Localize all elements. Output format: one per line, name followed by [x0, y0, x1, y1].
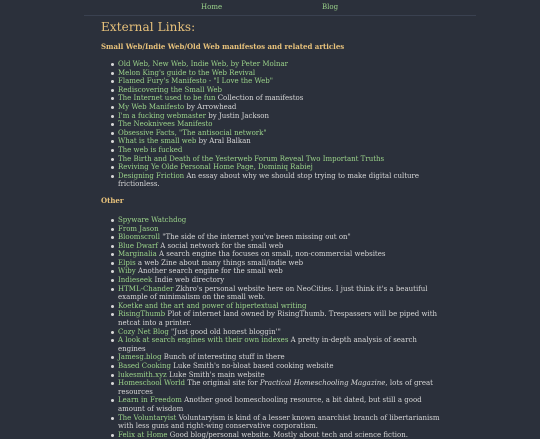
- external-link[interactable]: Indieseek: [118, 276, 153, 285]
- external-link[interactable]: The Birth and Death of the Yesterweb Forum Reveal Two Important Truths: [118, 154, 385, 163]
- list-item: [118, 69, 441, 78]
- external-link[interactable]: I'm a fucking webmaster: [118, 111, 206, 120]
- list-item: [118, 103, 441, 112]
- link-description: Collection of manifestos: [215, 94, 304, 103]
- external-link[interactable]: Koetke and the art and power of hipertextual writing: [118, 301, 307, 310]
- link-description: by Justin Jackson: [206, 111, 270, 120]
- external-link[interactable]: Elpis: [118, 258, 136, 267]
- link-description: Good blog/personal website. Mostly about tech and science fiction.: [167, 430, 408, 439]
- external-link[interactable]: HTML-Chander: [118, 284, 174, 293]
- nav-home-link[interactable]: Home: [201, 3, 223, 11]
- external-link[interactable]: Obsessive Facts, "The antisocial network": [118, 128, 267, 137]
- link-description: Luke Smith's main website: [166, 370, 265, 379]
- link-description-emphasis: Practical Homeschooling Magazine: [259, 379, 386, 388]
- link-description: Another search engine for the small web: [135, 267, 283, 276]
- external-link[interactable]: The Neoknivees Manifesto: [118, 120, 213, 129]
- link-description: Indie web directory: [152, 276, 225, 285]
- external-link[interactable]: Reviving Ye Olde Personal Home Page, Dominiq Rabiej: [118, 163, 313, 172]
- external-link[interactable]: Homeschool World: [118, 379, 186, 388]
- list-item: [118, 414, 441, 431]
- list-item: [118, 267, 441, 276]
- external-link[interactable]: Flamed Fury's Manifesto - "I Love the Web": [118, 77, 273, 86]
- link-description: Voluntaryism is kind of a lesser known anarchist branch of libertarianism with less guns and right-wing conservative corporatism.: [118, 413, 440, 431]
- external-link[interactable]: The Internet used to be fun: [118, 94, 216, 103]
- list-item: [118, 163, 441, 172]
- external-link[interactable]: Marginalia: [118, 250, 157, 259]
- list-item: [118, 129, 441, 138]
- list-item: [118, 233, 441, 242]
- list-item: [118, 77, 441, 86]
- list-item: [118, 60, 441, 69]
- link-description: An essay about why we should stop trying to make digital culture frictionless.: [118, 171, 420, 189]
- list-item: [118, 353, 441, 362]
- external-link[interactable]: Based Cooking: [118, 362, 172, 370]
- list-item: [118, 250, 441, 259]
- external-link[interactable]: Blue Dwarf: [118, 241, 158, 250]
- list-item: [118, 285, 441, 302]
- external-link[interactable]: From Jason: [118, 224, 159, 233]
- list-item: [118, 362, 441, 371]
- external-link[interactable]: Old Web, New Web, Indie Web, by Peter Molnar: [118, 60, 288, 68]
- list-item: [118, 328, 441, 337]
- list-item: [118, 276, 441, 285]
- link-description: "The side of the internet you've been missing out on": [160, 233, 351, 242]
- link-description: A social network for the small web: [157, 241, 284, 250]
- link-description: a web Zine about many things small/indie web: [135, 258, 304, 267]
- list-item: [118, 137, 441, 146]
- link-description: "Just good old honest bloggin'": [168, 327, 281, 336]
- list-item: [118, 379, 441, 396]
- link-description: Another good homeschooling resource, a bit dated, but still a good amount of wisdom: [118, 396, 422, 413]
- external-link[interactable]: lukesmith.xyz: [118, 370, 167, 379]
- external-link[interactable]: A look at search engines with their own indexes: [118, 336, 289, 345]
- external-link[interactable]: Bloomscroll: [118, 233, 160, 242]
- page-title: External Links:: [101, 20, 196, 34]
- link-description: Zkhro's personal website here on NeoCities. I just think it's a beautiful example of minimalism on the small web.: [118, 284, 428, 302]
- link-description: A pretty in-depth analysis of search engines: [118, 336, 417, 353]
- top-navigation: [0, 3, 540, 13]
- list-item: [118, 310, 441, 327]
- external-link[interactable]: What is the small web: [118, 137, 197, 146]
- nav-blog-link[interactable]: Blog: [322, 3, 339, 11]
- list-item: [118, 431, 441, 439]
- external-link[interactable]: RisingThumb: [118, 310, 166, 319]
- section-heading-other: Other: [101, 195, 124, 205]
- external-link[interactable]: My Web Manifesto: [118, 102, 185, 111]
- external-link[interactable]: Melon King's guide to the Web Revival: [118, 68, 256, 77]
- list-item: [118, 302, 441, 311]
- list-item: [118, 259, 441, 268]
- list-item: [118, 225, 441, 234]
- external-link[interactable]: Designing Friction: [118, 171, 185, 180]
- external-link[interactable]: Wiby: [118, 267, 136, 276]
- list-item: [118, 112, 441, 121]
- list-item: [118, 155, 441, 164]
- link-description: Bunch of interesting stuff in there: [161, 353, 285, 362]
- list-item: [118, 120, 441, 129]
- list-item: [118, 242, 441, 251]
- link-description: The original site for: [185, 379, 260, 388]
- manifesto-links-list: [101, 60, 441, 189]
- external-link[interactable]: Rediscovering the Small Web: [118, 85, 223, 94]
- list-item: [118, 86, 441, 95]
- nav-divider: [84, 15, 476, 16]
- other-links-list: [101, 216, 441, 439]
- link-description: Plot of internet land owned by RisingThumb. Trespassers will be piped with netcat into a printer.: [118, 310, 438, 328]
- list-item: [118, 336, 441, 353]
- external-link[interactable]: Jamesg.blog: [118, 353, 162, 362]
- list-item: [118, 172, 441, 189]
- external-link[interactable]: The Voluntaryist: [118, 413, 177, 422]
- link-description: by Arrowhead: [184, 102, 237, 111]
- link-description: by Aral Balkan: [196, 137, 251, 146]
- link-description: , lots of great resources: [118, 379, 433, 396]
- list-item: [118, 94, 441, 103]
- main-content: [101, 20, 441, 439]
- external-link[interactable]: Felix at Home: [118, 430, 168, 439]
- list-item: [118, 216, 441, 225]
- external-link[interactable]: Learn in Freedom: [118, 396, 182, 405]
- list-item: [118, 371, 441, 380]
- link-description: A search engine tha focuses on small, non-commercial websites: [156, 250, 386, 259]
- list-item: [118, 146, 441, 155]
- external-link[interactable]: The web is fucked: [118, 145, 183, 154]
- link-description: Luke Smith's no-bloat based cooking website: [171, 362, 334, 370]
- external-link[interactable]: Spyware Watchdog: [118, 215, 187, 224]
- section-heading-manifestos: Small Web/Indie Web/Old Web manifestos and related articles: [101, 42, 345, 51]
- external-link[interactable]: Cozy Net Blog: [118, 327, 169, 336]
